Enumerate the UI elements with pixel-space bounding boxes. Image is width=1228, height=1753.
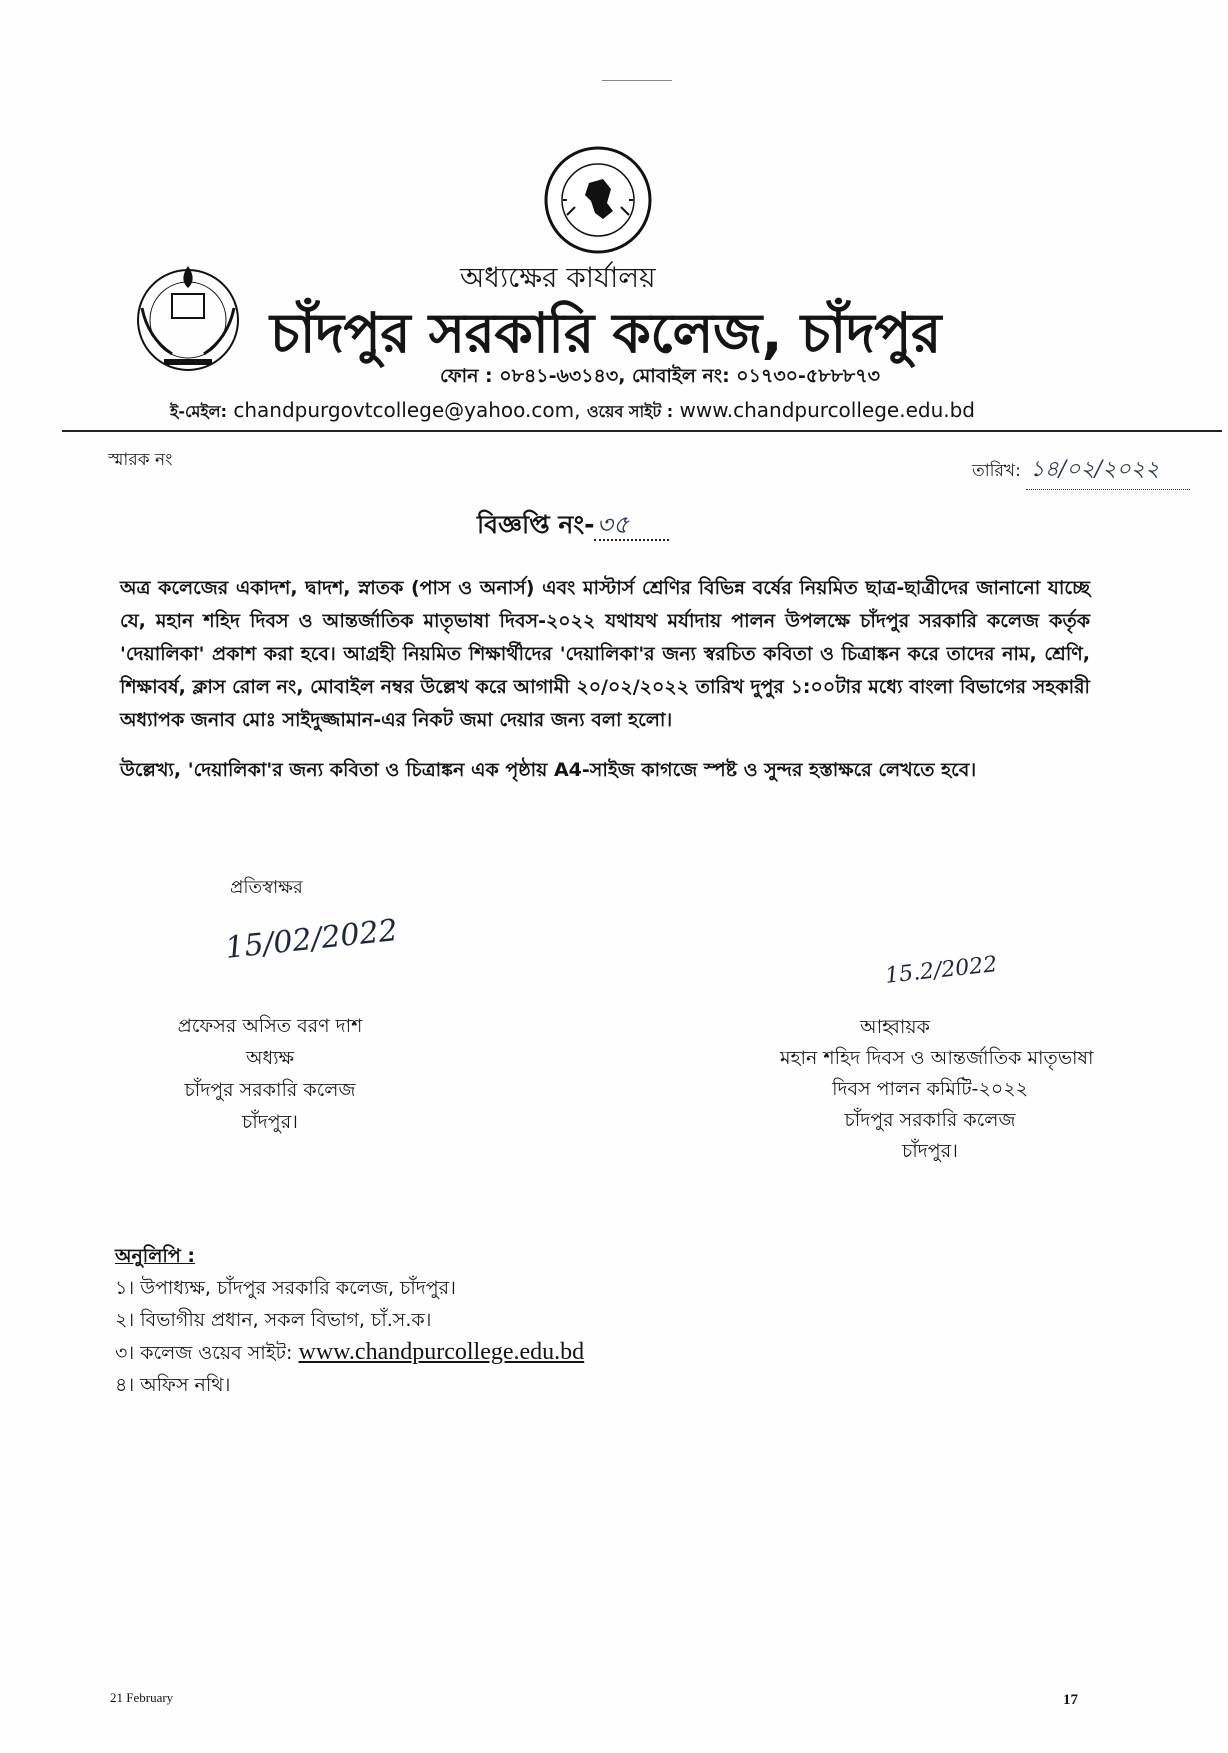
college-name-heading: চাঁদপুর সরকারি কলেজ, চাঁদপুর xyxy=(270,301,941,365)
notice-number-value: ৩৫ xyxy=(594,510,668,541)
principal-signature: 15/02/2022 xyxy=(223,913,400,966)
principal-title: অধ্যক্ষ xyxy=(245,1047,294,1069)
copies-title: অনুলিপি : xyxy=(115,1245,195,1267)
copy-website-link[interactable]: www.chandpurcollege.edu.bd xyxy=(298,1339,585,1365)
date-label: তারিখ: xyxy=(972,461,1021,481)
notice-body-paragraph-1: অত্র কলেজের একাদশ, দ্বাদশ, স্নাতক (পাস ও অনার্স) এবং মাস্টার্স শ্রেণির বিভিন্ন বর্ষের নিয়মিত ছাত্র-ছাত্রীদের জানানো যাচ্ছে যে, মহান শহিদ দিবস ও আন্তর্জাতিক মাতৃভাষা দিবস-২০২২ যথাযথ মর্যাদায় পালন উপলক্ষে চাঁদপুর সরকারি কলেজ কর্তৃক 'দেয়ালিকা' প্রকাশ করা হবে। আগ্রহী নিয়মিত শিক্ষার্থীদের 'দেয়ালিকা'র জন্য স্বরচিত কবিতা ও চিত্রাঙ্কন করে তাদের নাম, শ্রেণি, শিক্ষাবর্ষ, ক্লাস রোল নং, মোবাইল নম্বর উল্লেখ করে আগামী ২০/০২/২০২২ তারিখ দুপুর ১:০০টার মধ্যে বাংলা বিভাগের সহকারী অধ্যাপক জনাব মোঃ সাইদুজ্জামান-এর নিকট জমা দেয়ার জন্য বলা হলো। xyxy=(120,577,1090,731)
committee-line-2: দিবস পালন কমিটি-২০২২ xyxy=(832,1078,1028,1100)
header-divider xyxy=(62,430,1222,432)
convener-role: আহ্বায়ক xyxy=(860,1016,930,1038)
memo-label: স্মারক নং xyxy=(108,450,173,470)
footer-left-text: 21 February xyxy=(110,1690,174,1705)
page-number: 17 xyxy=(1063,1692,1078,1708)
committee-line-1: মহান শহিদ দিবস ও আন্তর্জাতিক মাতৃভাষা xyxy=(780,1047,1094,1069)
convener-block xyxy=(780,1012,1094,1167)
notice-number xyxy=(477,505,669,548)
bangladesh-government-emblem xyxy=(543,145,653,255)
office-title: অধ্যক্ষের কার্যালয় xyxy=(460,261,656,294)
email-label: ই-মেইল: xyxy=(170,402,227,421)
copy-item-3-prefix: ৩। কলেজ ওয়েব সাইট: xyxy=(115,1342,293,1364)
principal-place: চাঁদপুর। xyxy=(242,1111,298,1133)
copy-item-3 xyxy=(115,1336,584,1369)
email-address[interactable]: chandpurgovtcollege@yahoo.com, xyxy=(233,398,581,422)
scan-mark xyxy=(602,80,672,81)
notice-label: বিজ্ঞপ্তি নং- xyxy=(477,510,595,539)
convener-signature: 15.2/2022 xyxy=(884,952,999,989)
notice-body-paragraph-2: উল্লেখ্য, 'দেয়ালিকা'র জন্য কবিতা ও চিত্রাঙ্কন এক পৃষ্ঠায় A4-সাইজ কাগজে স্পষ্ট ও সুন্দর হস্তাক্ষরে লেখতে হবে। xyxy=(120,759,977,781)
copies-list xyxy=(115,1240,584,1401)
copy-item-4: ৪। অফিস নথি। xyxy=(115,1374,231,1396)
phone-line: ফোন : ০৮৪১-৬৩১৪৩, মোবাইল নং: ০১৭৩০-৫৮৮৮৭৩ xyxy=(440,365,880,387)
principal-institution: চাঁদপুর সরকারি কলেজ xyxy=(184,1079,356,1101)
website-label: ওয়েব সাইট : xyxy=(586,402,674,421)
principal-block xyxy=(140,1010,400,1138)
date-value: ১৪/০২/২০২২ xyxy=(1026,452,1190,490)
date-row xyxy=(972,452,1190,490)
website-link[interactable]: www.chandpurcollege.edu.bd xyxy=(679,398,975,422)
convener-place: চাঁদপুর। xyxy=(902,1140,958,1162)
contact-line xyxy=(170,398,975,426)
countersign-label: প্রতিস্বাক্ষর xyxy=(230,877,303,898)
copy-item-2: ২। বিভাগীয় প্রধান, সকল বিভাগ, চাঁ.স.ক। xyxy=(115,1309,432,1331)
copy-item-1: ১। উপাধ্যক্ষ, চাঁদপুর সরকারি কলেজ, চাঁদপুর। xyxy=(115,1277,456,1299)
principal-name: প্রফেসর অসিত বরণ দাশ xyxy=(177,1015,363,1037)
college-logo xyxy=(128,258,248,378)
convener-institution: চাঁদপুর সরকারি কলেজ xyxy=(844,1109,1016,1131)
